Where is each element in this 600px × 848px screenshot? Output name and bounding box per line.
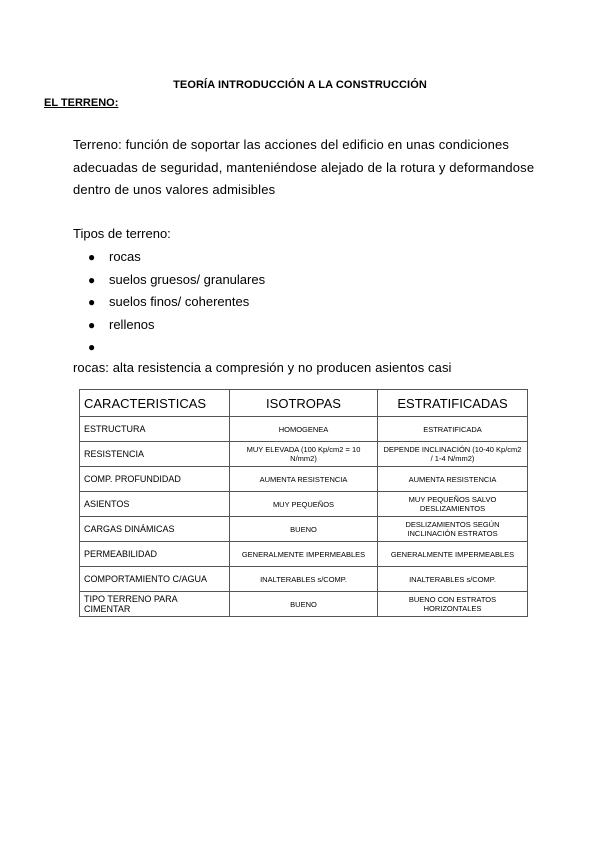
isotropas-cell: BUENO: [230, 517, 378, 542]
row-label: COMPORTAMIENTO C/AGUA: [80, 567, 230, 592]
estratificadas-cell: MUY PEQUEÑOS SALVO DESLIZAMIENTOS: [378, 492, 528, 517]
isotropas-cell: AUMENTA RESISTENCIA: [230, 467, 378, 492]
section-heading: EL TERRENO:: [44, 97, 119, 109]
column-header-caracteristicas: CARACTERISTICAS: [80, 390, 230, 417]
table-row: [80, 567, 528, 592]
isotropas-cell: BUENO: [230, 592, 378, 617]
table-header-row: [80, 390, 528, 417]
table-row: [80, 442, 528, 467]
row-label: CARGAS DINÁMICAS: [80, 517, 230, 542]
bullet-icon: ●: [88, 250, 96, 264]
row-label: ASIENTOS: [80, 492, 230, 517]
isotropas-cell: INALTERABLES s/COMP.: [230, 567, 378, 592]
isotropas-cell: MUY ELEVADA (100 Kp/cm2 = 10 N/mm2): [230, 442, 378, 467]
list-item-text: rocas: [109, 249, 141, 264]
isotropas-cell: MUY PEQUEÑOS: [230, 492, 378, 517]
column-header-isotropas: ISOTROPAS: [230, 390, 378, 417]
bullet-icon: ●: [88, 272, 96, 287]
bullet-icon: ●: [88, 340, 96, 354]
document-title: TEORÍA INTRODUCCIÓN A LA CONSTRUCCIÓN: [173, 79, 427, 91]
estratificadas-cell: AUMENTA RESISTENCIA: [378, 467, 528, 492]
rocas-description: rocas: alta resistencia a compresión y no producen asientos casi: [73, 360, 452, 375]
table-row: [80, 517, 528, 542]
table-row: [80, 417, 528, 442]
isotropas-cell: GENERALMENTE IMPERMEABLES: [230, 542, 378, 567]
column-header-estratificadas: ESTRATIFICADAS: [378, 390, 528, 417]
tipos-label: Tipos de terreno:: [73, 226, 171, 241]
table-row: [80, 492, 528, 517]
row-label: RESISTENCIA: [80, 442, 230, 467]
estratificadas-cell: ESTRATIFICADA: [378, 417, 528, 442]
bullet-icon: ●: [88, 317, 96, 332]
table-row: [80, 542, 528, 567]
isotropas-cell: HOMOGENEA: [230, 417, 378, 442]
estratificadas-cell: DESLIZAMIENTOS SEGÚN INCLINACIÓN ESTRATOS: [378, 517, 528, 542]
row-label: PERMEABILIDAD: [80, 542, 230, 567]
list-item-text: suelos gruesos/ granulares: [109, 271, 266, 287]
estratificadas-cell: BUENO CON ESTRATOS HORIZONTALES: [378, 592, 528, 617]
row-label: ESTRUCTURA: [80, 417, 230, 442]
row-label: COMP. PROFUNDIDAD: [80, 467, 230, 492]
estratificadas-cell: INALTERABLES s/COMP.: [378, 567, 528, 592]
row-label: TIPO TERRENO PARA CIMENTAR: [80, 592, 230, 617]
list-item-text: suelos finos/ coherentes: [109, 294, 250, 309]
definition-paragraph: Terreno: función de soportar las acciones del edificio en unas condiciones adecuadas de seguridad, manteniéndose alejado de la rotura y deformandose dentro de unos valores admisibles: [73, 137, 535, 197]
table-row: [80, 467, 528, 492]
table-row: [80, 592, 528, 617]
properties-table: [79, 389, 528, 617]
estratificadas-cell: DEPENDE INCLINACIÓN (10-40 Kp/cm2 / 1-4 N/mm2): [378, 442, 528, 467]
bullet-icon: ●: [88, 295, 96, 309]
estratificadas-cell: GENERALMENTE IMPERMEABLES: [378, 542, 528, 567]
list-item-text: rellenos: [109, 316, 155, 332]
